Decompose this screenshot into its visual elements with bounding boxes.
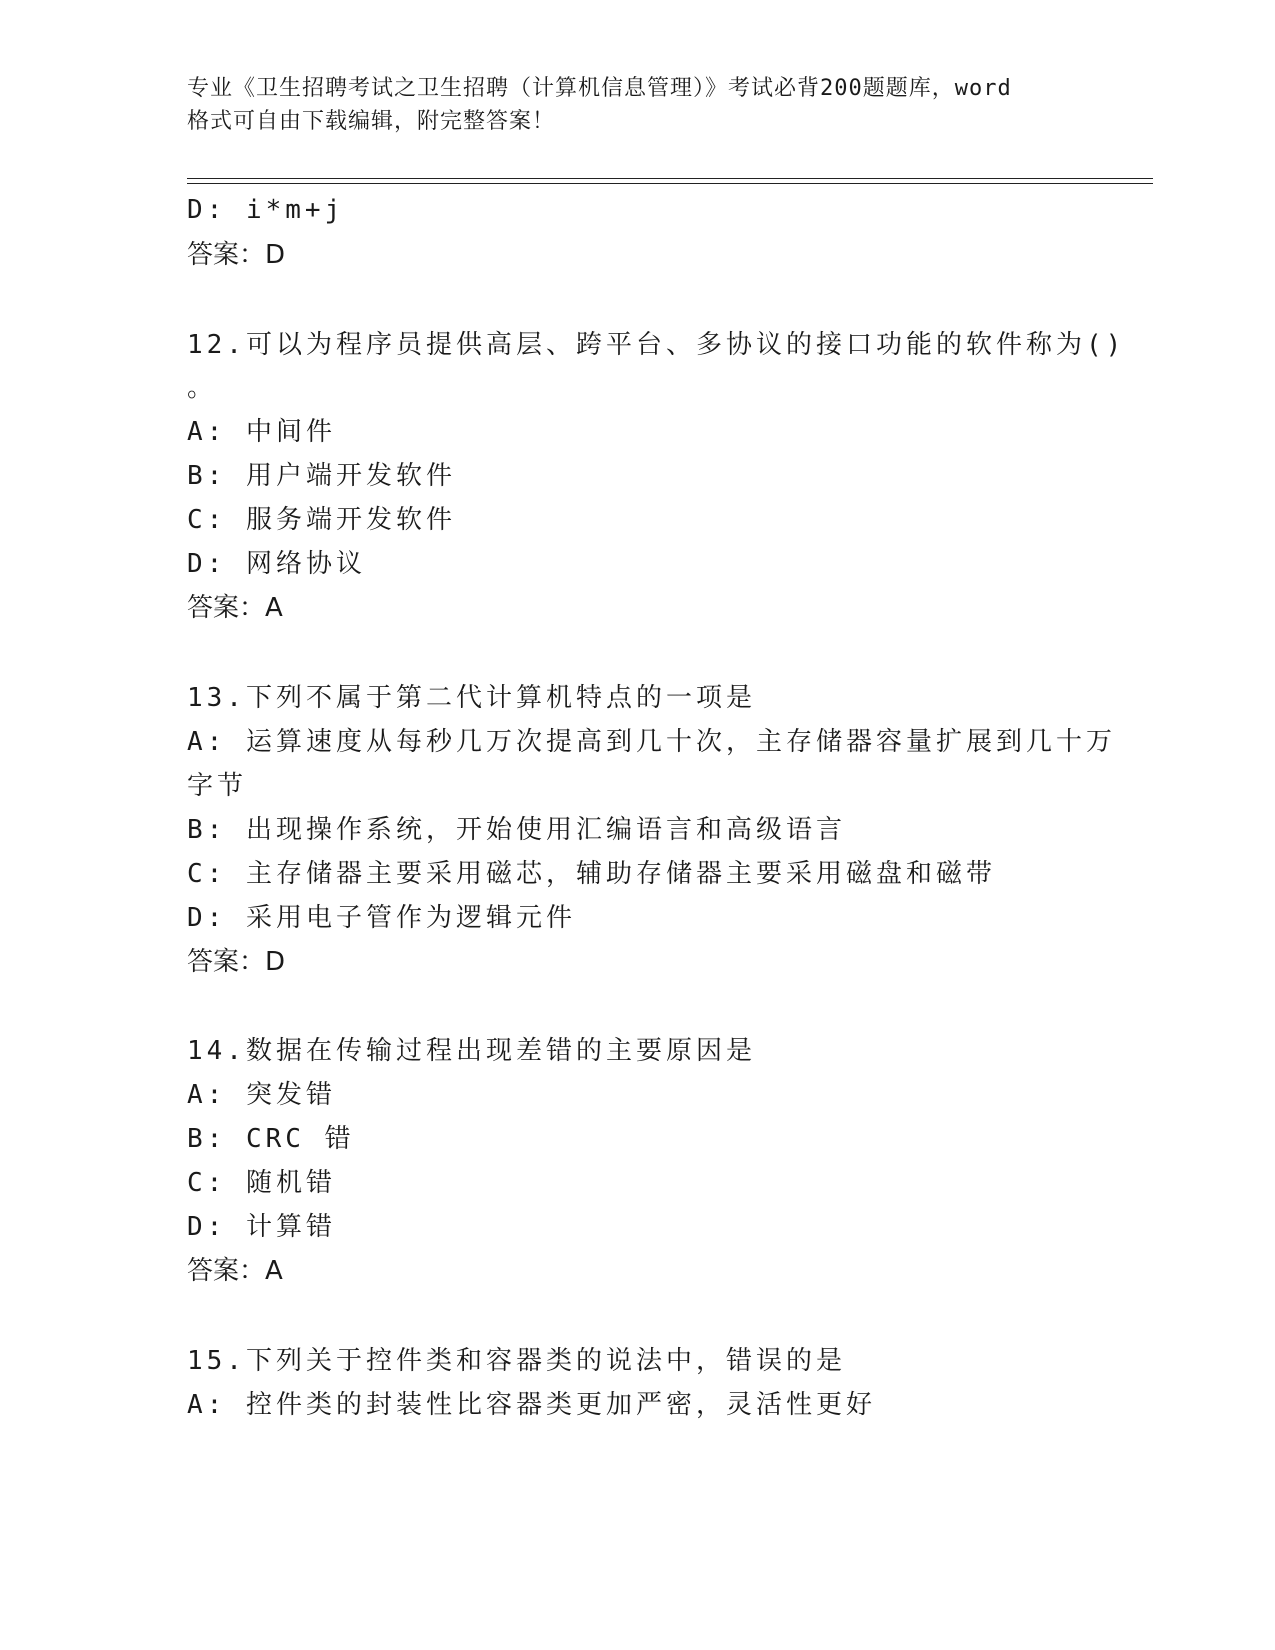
q13-option-a-line1: A: 运算速度从每秒几万次提高到几十次，主存储器容量扩展到几十万 xyxy=(187,727,1116,757)
q12-stem-line2: 。 xyxy=(187,373,218,403)
q13-option-d: D: 采用电子管作为逻辑元件 xyxy=(187,903,576,933)
q11-option-d: D: i*m+j xyxy=(187,195,345,225)
q14-option-c: C: 随机错 xyxy=(187,1168,336,1198)
q14-option-b: B: CRC 错 xyxy=(187,1124,355,1154)
q13-answer: 答案：D xyxy=(187,947,286,977)
q12-option-c: C: 服务端开发软件 xyxy=(187,505,456,535)
q12-stem-line1: 12.可以为程序员提供高层、跨平台、多协议的接口功能的软件称为() xyxy=(187,330,1126,360)
header-line-2: 格式可自由下载编辑，附完整答案！ xyxy=(187,109,556,134)
header-divider-top xyxy=(187,178,1153,179)
q15-option-a: A: 控件类的封装性比容器类更加严密，灵活性更好 xyxy=(187,1390,876,1420)
q14-answer: 答案：A xyxy=(187,1256,283,1286)
q13-stem: 13.下列不属于第二代计算机特点的一项是 xyxy=(187,683,756,713)
header-divider-bottom xyxy=(187,183,1153,184)
q14-option-a: A: 突发错 xyxy=(187,1080,336,1110)
q14-option-d: D: 计算错 xyxy=(187,1212,336,1242)
q15-stem: 15.下列关于控件类和容器类的说法中，错误的是 xyxy=(187,1346,846,1376)
q12-option-a: A: 中间件 xyxy=(187,417,336,447)
q14-stem: 14.数据在传输过程出现差错的主要原因是 xyxy=(187,1036,756,1066)
document-header xyxy=(187,72,1087,138)
q13-option-c: C: 主存储器主要采用磁芯，辅助存储器主要采用磁盘和磁带 xyxy=(187,859,996,889)
q13-option-a-line2: 字节 xyxy=(187,771,248,801)
q12-option-d: D: 网络协议 xyxy=(187,549,366,579)
q13-option-b: B: 出现操作系统，开始使用汇编语言和高级语言 xyxy=(187,815,846,845)
q12-answer: 答案：A xyxy=(187,593,283,623)
header-line-1: 专业《卫生招聘考试之卫生招聘（计算机信息管理）》考试必背200题题库，word xyxy=(187,76,1012,101)
q11-answer: 答案：D xyxy=(187,240,286,270)
q12-option-b: B: 用户端开发软件 xyxy=(187,461,456,491)
